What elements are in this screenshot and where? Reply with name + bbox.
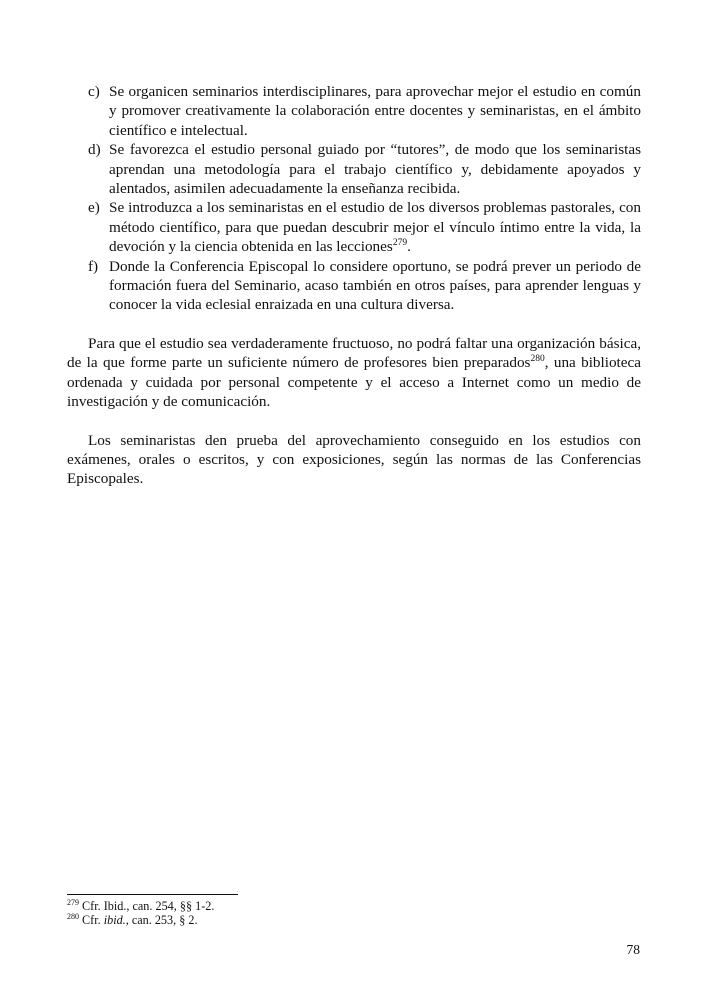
list-item-text: Se favorezca el estudio personal guiado por “tutores”, de modo que los seminaristas aprendan una metodología para el trabajo científico y, debidamente apoyados y alentados, asimilen adecuadamente la enseñanza recibida.: [109, 141, 641, 198]
footnote-text: Cfr.: [82, 913, 104, 928]
page-number: 78: [626, 942, 640, 957]
list-marker: e): [88, 199, 100, 217]
main-text: [67, 82, 641, 489]
list-item-f: [67, 257, 641, 315]
list-item-c: [67, 82, 641, 140]
footnote-text: Cfr. Ibid., can. 254, §§ 1-2.: [82, 899, 215, 913]
paragraph-text: , una biblioteca ordenada y cuidada por personal competente y el acceso a Internet como un medio de investigación y de comunicación.: [67, 354, 641, 411]
footnote-text: , can. 253, § 2.: [125, 913, 198, 928]
footnote-reference[interactable]: 279: [392, 238, 408, 249]
list-item-e: [67, 198, 641, 256]
list-item-tail: .: [407, 238, 411, 256]
footnote-number: 279: [67, 897, 79, 907]
footnote-279: [67, 899, 641, 913]
footnote-reference[interactable]: 280: [530, 354, 545, 365]
paragraph-text: Para que el estudio sea verdaderamente fructuoso, no podrá faltar una organización básica, de la que forme parte un suficiente número de profesores bien preparados: [67, 334, 641, 372]
paragraph-organization: [67, 334, 641, 412]
list-item-text: Se organicen seminarios interdisciplinares, para aprovechar mejor el estudio en común y promover creativamente la colaboración entre docentes y seminaristas, en el ámbito científico e intelectual.: [109, 83, 641, 139]
list-marker: d): [88, 141, 101, 159]
footnote-divider: [67, 894, 238, 895]
list-marker: c): [88, 83, 100, 100]
list-marker: f): [88, 257, 99, 275]
footnote-number: 280: [67, 912, 79, 922]
list-item-text: [109, 198, 641, 256]
list-item-body: Se introduzca a los seminaristas en el estudio de los diversos problemas pastorales, con método científico, para que puedan descubrir mejor el vínculo íntimo entre la vida, la devoción y la ciencia obtenida en las lecciones: [109, 199, 641, 256]
footnote-italic: ibid.: [103, 913, 126, 928]
paragraph-exams: Los seminaristas den prueba del aprovechamiento conseguido en los estudios con exámenes, orales o escritos, y con exposiciones, según las normas de las Conferencias Episcopales.: [67, 431, 641, 488]
list-item-d: [67, 140, 641, 198]
footnotes: [67, 899, 641, 928]
list-item-text: Donde la Conferencia Episcopal lo considere oportuno, se podrá prever un periodo de formación fuera del Seminario, acaso también en otros países, para aprender lenguas y conocer la vida eclesial enraizada en una cultura diversa.: [109, 257, 641, 314]
footnote-280: [67, 913, 641, 927]
recommendation-list: [67, 82, 641, 315]
